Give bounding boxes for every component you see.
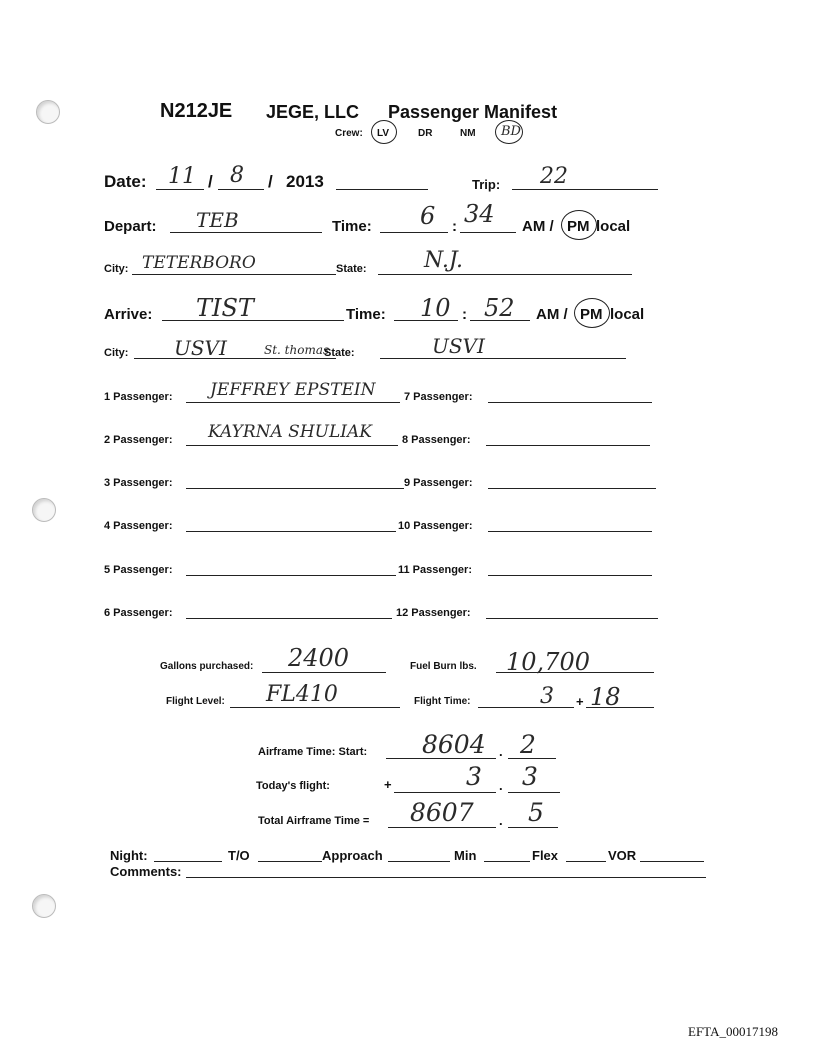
airframe-start-dec: 2	[520, 730, 536, 759]
flight-time-plus: +	[576, 694, 584, 709]
trip-label: Trip:	[472, 177, 501, 192]
total-airframe-dec: 5	[528, 798, 544, 827]
passenger-2-label: 2 Passenger:	[104, 434, 173, 446]
vor-line	[640, 861, 704, 862]
passenger-1-line	[186, 402, 400, 403]
passenger-10-line	[488, 531, 652, 532]
crew-lv-circle	[371, 120, 397, 144]
passenger-10-label: 10 Passenger:	[398, 520, 473, 532]
depart-pm: PM	[567, 218, 590, 235]
gallons-value: 2400	[288, 644, 350, 672]
depart-am: AM /	[522, 218, 554, 235]
trip-value: 22	[540, 164, 568, 189]
arrive-label: Arrive:	[104, 306, 153, 323]
depart-value: TEB	[196, 208, 239, 232]
crew-lv: LV	[377, 128, 390, 139]
flight-level-line	[230, 707, 400, 708]
today-flight-label: Today's flight:	[256, 780, 330, 792]
airframe-start-whole: 8604	[422, 730, 486, 759]
depart-city-line	[132, 274, 336, 275]
passenger-8-line	[486, 445, 650, 446]
depart-label: Depart:	[104, 218, 157, 235]
passenger-9-label: 9 Passenger:	[404, 477, 473, 489]
to-line	[258, 861, 322, 862]
passenger-11-label: 11 Passenger:	[398, 564, 472, 576]
arrive-local: local	[610, 306, 645, 323]
passenger-11-line	[488, 575, 652, 576]
depart-state-label: State:	[336, 263, 367, 275]
passenger-12-line	[486, 618, 658, 619]
depart-city: TETERBORO	[142, 253, 256, 273]
flight-hours-line	[478, 707, 574, 708]
trip-line	[512, 189, 658, 190]
tail-number: N212JE	[160, 100, 233, 122]
fuel-burn-value: 10,700	[506, 648, 590, 676]
night-line	[154, 861, 222, 862]
depart-colon: :	[452, 218, 457, 235]
passenger-2-line	[186, 445, 398, 446]
passenger-4-line	[186, 531, 396, 532]
arrive-city: USVI	[174, 336, 227, 360]
fuel-burn-label: Fuel Burn lbs.	[410, 661, 477, 672]
arrive-pm: PM	[580, 306, 603, 323]
min-label: Min	[454, 848, 477, 863]
gallons-line	[262, 672, 386, 673]
crew-bd: BD	[501, 124, 521, 139]
arrive-am: AM /	[536, 306, 568, 323]
arrive-value: TIST	[196, 294, 254, 322]
total-airframe-whole-line	[388, 827, 496, 828]
approach-label: Approach	[322, 848, 383, 863]
passenger-4-label: 4 Passenger:	[104, 520, 173, 532]
crew-nm: NM	[460, 128, 476, 139]
arrive-pm-circle	[574, 298, 610, 328]
date-label: Date:	[104, 172, 147, 191]
date-day: 8	[230, 163, 244, 188]
binder-hole-top	[36, 100, 60, 124]
depart-state-line	[378, 274, 632, 275]
flight-level-value: FL410	[266, 682, 338, 707]
flight-level-label: Flight Level:	[166, 696, 225, 707]
date-sep-1: /	[208, 172, 213, 191]
vor-label: VOR	[608, 848, 637, 863]
night-label: Night:	[110, 848, 148, 863]
arrive-state-line	[380, 358, 626, 359]
today-flight-whole-line	[394, 792, 496, 793]
passenger-6-line	[186, 618, 392, 619]
binder-hole-bottom	[32, 894, 56, 918]
page-title: Passenger Manifest	[388, 102, 558, 122]
comments-label: Comments:	[110, 864, 182, 879]
arrive-city-line	[134, 358, 336, 359]
today-flight-dec: 3	[522, 762, 538, 791]
crew-dr: DR	[418, 128, 433, 139]
total-airframe-dec-line	[508, 827, 558, 828]
passenger-9-line	[488, 488, 656, 489]
depart-line	[170, 232, 322, 233]
flight-minutes: 18	[590, 683, 621, 711]
passenger-2-name: KAYRNA SHULIAK	[208, 422, 372, 442]
arrive-minute: 52	[484, 294, 515, 322]
date-year-line	[336, 189, 428, 190]
depart-hour: 6	[420, 202, 436, 230]
passenger-3-label: 3 Passenger:	[104, 477, 173, 489]
date-day-line	[218, 189, 264, 190]
flex-line	[566, 861, 606, 862]
arrive-state: USVI	[432, 334, 485, 358]
flex-label: Flex	[532, 848, 559, 863]
arrive-time-label: Time:	[346, 306, 386, 323]
binder-hole-middle	[32, 498, 56, 522]
depart-minute: 34	[464, 200, 495, 228]
min-line	[484, 861, 530, 862]
arrive-state-label: State:	[324, 347, 355, 359]
date-sep-2: /	[268, 172, 273, 191]
gallons-label: Gallons purchased:	[160, 661, 254, 672]
passenger-3-line	[186, 488, 404, 489]
document-id: EFTA_00017198	[688, 1024, 778, 1039]
flight-hours: 3	[540, 684, 554, 709]
today-flight-dot: .	[499, 778, 503, 793]
today-flight-dec-line	[508, 792, 560, 793]
depart-minute-line	[460, 232, 516, 233]
today-flight-plus: +	[384, 777, 392, 792]
depart-pm-circle	[561, 210, 597, 240]
date-month-line	[156, 189, 204, 190]
passenger-6-label: 6 Passenger:	[104, 607, 173, 619]
crew-bd-circle	[495, 120, 523, 144]
date-year: 2013	[286, 172, 324, 191]
total-airframe-label: Total Airframe Time =	[258, 815, 370, 827]
passenger-1-name: JEFFREY EPSTEIN	[210, 380, 376, 400]
airframe-start-dot: .	[499, 744, 503, 759]
approach-line	[388, 861, 450, 862]
company-name: JEGE, LLC	[266, 102, 360, 122]
passenger-7-label: 7 Passenger:	[404, 391, 473, 403]
depart-state: N.J.	[424, 248, 463, 273]
arrive-city-note: St. thomas	[264, 343, 330, 357]
depart-hour-line	[380, 232, 448, 233]
arrive-colon: :	[462, 306, 467, 323]
today-flight-whole: 3	[466, 762, 482, 791]
passenger-1-label: 1 Passenger:	[104, 391, 173, 403]
date-month: 11	[168, 164, 196, 189]
comments-line	[186, 877, 706, 878]
passenger-5-line	[186, 575, 396, 576]
depart-local: local	[596, 218, 631, 235]
passenger-12-label: 12 Passenger:	[396, 607, 471, 619]
passenger-8-label: 8 Passenger:	[402, 434, 471, 446]
passenger-7-line	[488, 402, 652, 403]
flight-time-label: Flight Time:	[414, 696, 471, 707]
total-airframe-whole: 8607	[410, 798, 474, 827]
arrive-hour: 10	[420, 294, 451, 322]
arrive-city-label: City:	[104, 347, 129, 359]
to-label: T/O	[228, 848, 250, 863]
airframe-start-label: Airframe Time: Start:	[258, 746, 368, 758]
depart-time-label: Time:	[332, 218, 372, 235]
depart-city-label: City:	[104, 263, 129, 275]
crew-label: Crew:	[335, 128, 363, 139]
passenger-5-label: 5 Passenger:	[104, 564, 173, 576]
total-airframe-dot: .	[499, 813, 503, 828]
